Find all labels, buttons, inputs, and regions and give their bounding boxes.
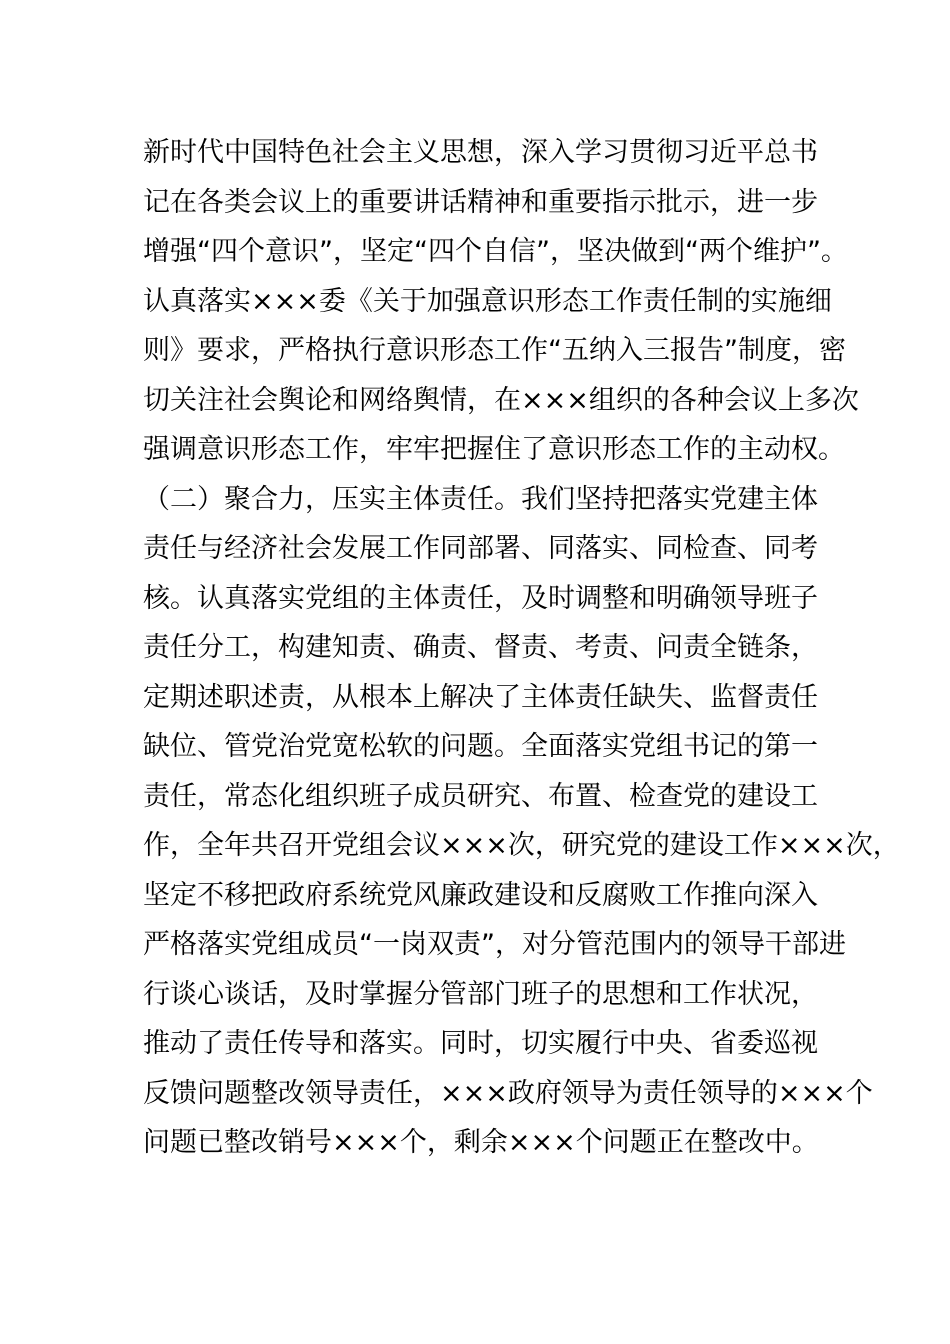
text-line: 作，全年共召开党组会议×××次，研究党的建设工作×××次， [143,830,900,861]
text-line: （二）聚合力，压实主体责任。我们坚持把落实党建主体 [143,483,818,515]
text-line: 则》要求，严格执行意识形态工作“五纳入三报告”制度，密 [143,335,846,366]
text-line: 认真落实×××委《关于加强意识形态工作责任制的实施细 [143,285,832,317]
text-line: 严格落实党组成员“一岗双责”，对分管范围内的领导干部进 [143,929,846,960]
text-line: 缺位、管党治党宽松软的问题。全面落实党组书记的第一 [143,731,818,762]
text-line: 责任，常态化组织班子成员研究、布置、检查党的建设工 [143,780,818,812]
text-line: 问题已整改销号×××个，剩余×××个问题正在整改中。 [143,1127,819,1158]
text-line: 反馈问题整改领导责任，×××政府领导为责任领导的×××个 [143,1077,873,1109]
text-line: 核。认真落实党组的主体责任，及时调整和明确领导班子 [143,582,818,614]
text-line: 责任分工，构建知责、确责、督责、考责、问责全链条， [143,632,818,663]
text-line: 坚定不移把政府系统党风廉政建设和反腐败工作推向深入 [143,879,818,911]
text-line: 行谈心谈话，及时掌握分管部门班子的思想和工作状况， [143,978,818,1010]
text-line: 强调意识形态工作，牢牢把握住了意识形态工作的主动权。 [143,434,845,465]
text-line: 推动了责任传导和落实。同时，切实履行中央、省委巡视 [143,1028,818,1059]
text-line: 记在各类会议上的重要讲话精神和重要指示批示，进一步 [143,186,818,218]
text-line: 定期述职述责，从根本上解决了主体责任缺失、监督责任 [143,681,818,713]
text-line: 责任与经济社会发展工作同部署、同落实、同检查、同考 [143,533,818,564]
text-line: 切关注社会舆论和网络舆情，在×××组织的各种会议上多次 [143,384,859,416]
text-line: 新时代中国特色社会主义思想，深入学习贯彻习近平总书 [143,137,818,168]
text-line: 增强“四个意识”，坚定“四个自信”，坚决做到“两个维护”。 [143,236,848,267]
body-text [143,128,900,1168]
